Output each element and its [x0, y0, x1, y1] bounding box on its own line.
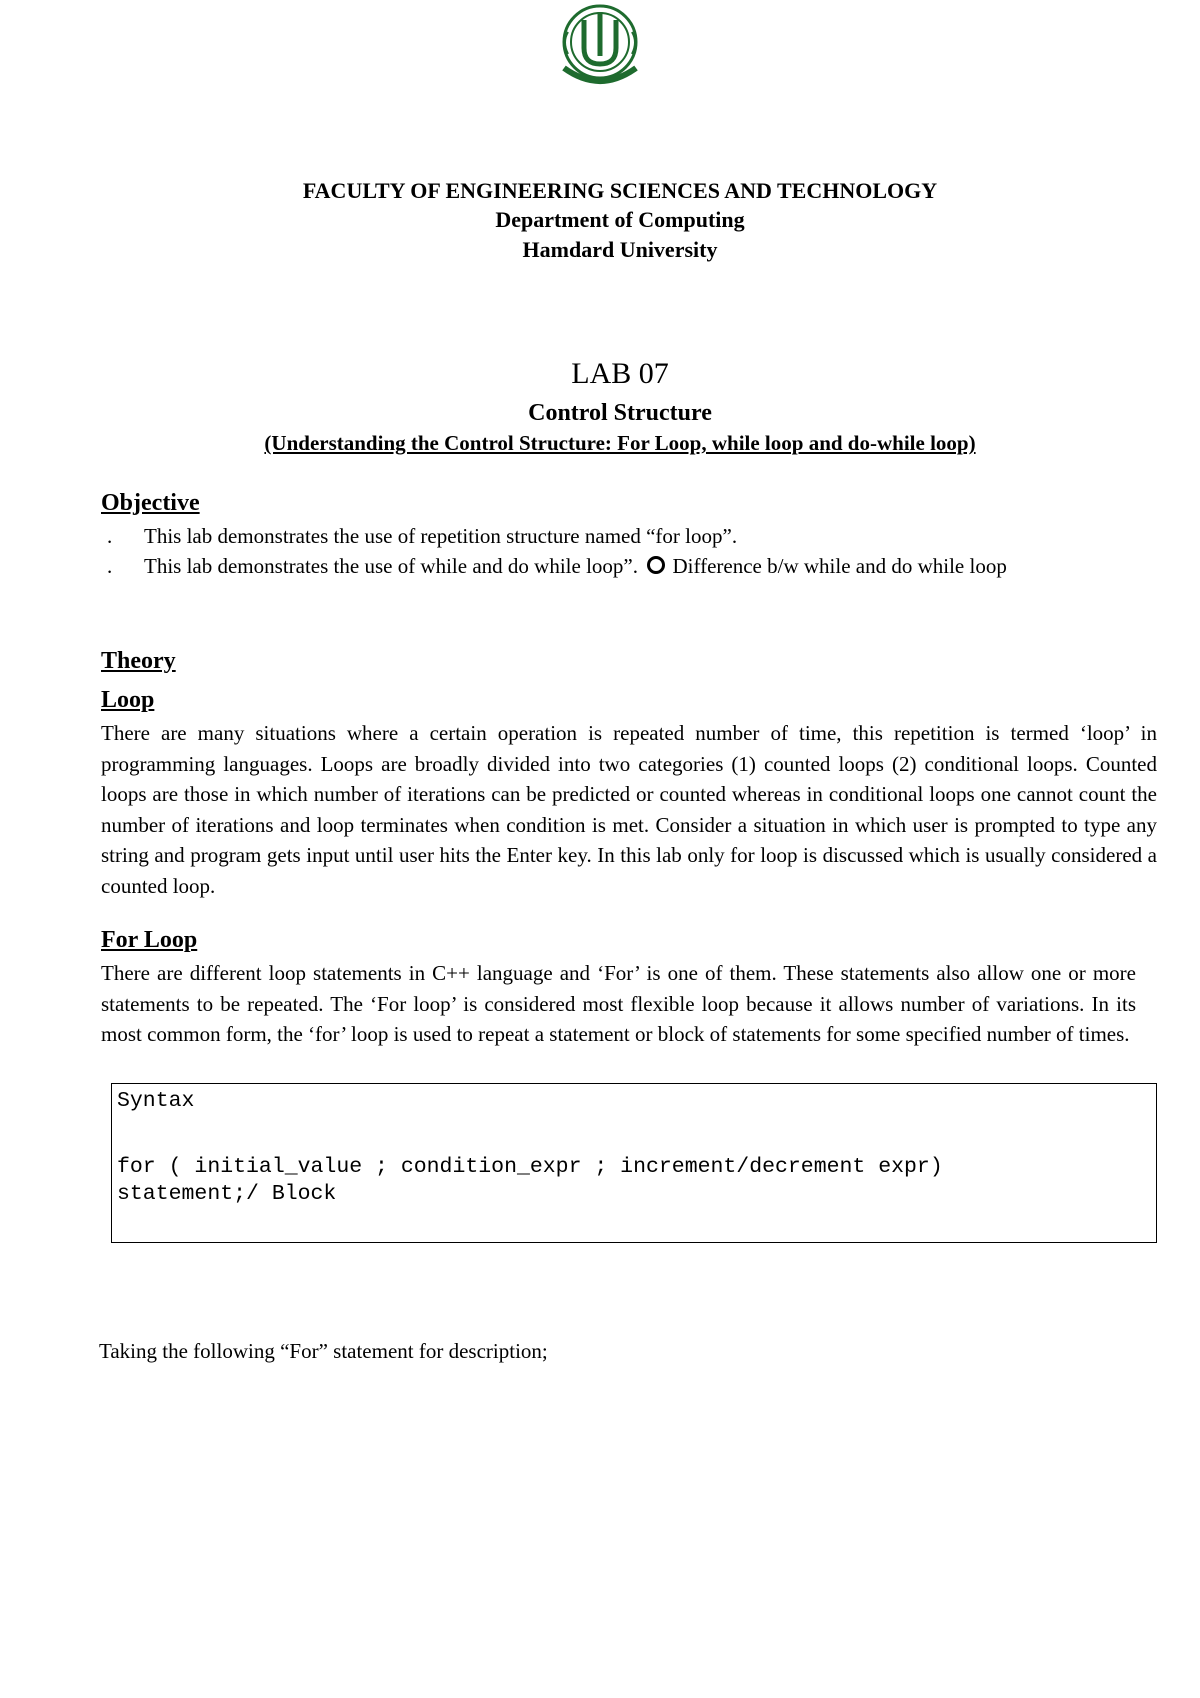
university-name: Hamdard University: [522, 237, 718, 262]
bullet-marker: .: [107, 554, 113, 578]
for-loop-paragraph: There are different loop statements in C++ language and ‘For’ is one of them. These statements also allow one or more statements to be repeated. The ‘For loop’ is considered most flexible loop because it allows number of variations. In its most common form, the ‘for’ loop is used to repeat a statement or block of statements for some specified number of times.: [101, 961, 1136, 1046]
syntax-label: Syntax: [117, 1089, 195, 1113]
objective-item-main-text: This lab demonstrates the use of while and do while loop”.: [144, 554, 638, 578]
syntax-box: [111, 1083, 1157, 1243]
department-name: Department of Computing: [495, 207, 745, 232]
syntax-line: statement;/ Block: [117, 1182, 337, 1206]
lab-number: LAB 07: [571, 357, 669, 390]
faculty-name: FACULTY OF ENGINEERING SCIENCES AND TECHNOLOGY: [302, 178, 938, 203]
objective-item-sub-text: Difference b/w while and do while loop: [672, 554, 1007, 578]
objective-heading: Objective: [101, 490, 200, 516]
objective-item-text: This lab demonstrates the use of repetition structure named “for loop”.: [144, 524, 738, 548]
theory-heading: Theory: [101, 648, 176, 674]
loop-heading: Loop: [101, 687, 155, 713]
lab-subtitle: (Understanding the Control Structure: For Loop, while loop and do-while loop): [264, 431, 976, 455]
syntax-line: for ( initial_value ; condition_expr ; increment/decrement expr): [117, 1155, 943, 1179]
circle-bullet-icon: [647, 556, 665, 574]
loop-paragraph: There are many situations where a certain operation is repeated number of time, this repetition is termed ‘loop’ in programming languages. Loops are broadly divided into two categories (1) counted loops (2) conditional loops. Counted loops are those in which number of iterations can be predicted or counted whereas in conditional loops one cannot count the number of iterations and loop terminates when condition is met. Consider a situation in which user is prompted to type any string and program gets input until user hits the Enter key. In this lab only for loop is discussed which is usually considered a counted loop.: [101, 721, 1157, 898]
for-loop-heading: For Loop: [101, 927, 198, 953]
closing-text: Taking the following “For” statement for description;: [99, 1339, 548, 1363]
lab-title: Control Structure: [528, 400, 712, 426]
hamdard-university-logo: [548, 2, 652, 94]
bullet-marker: .: [107, 524, 113, 548]
objective-item-text: [144, 551, 1014, 581]
